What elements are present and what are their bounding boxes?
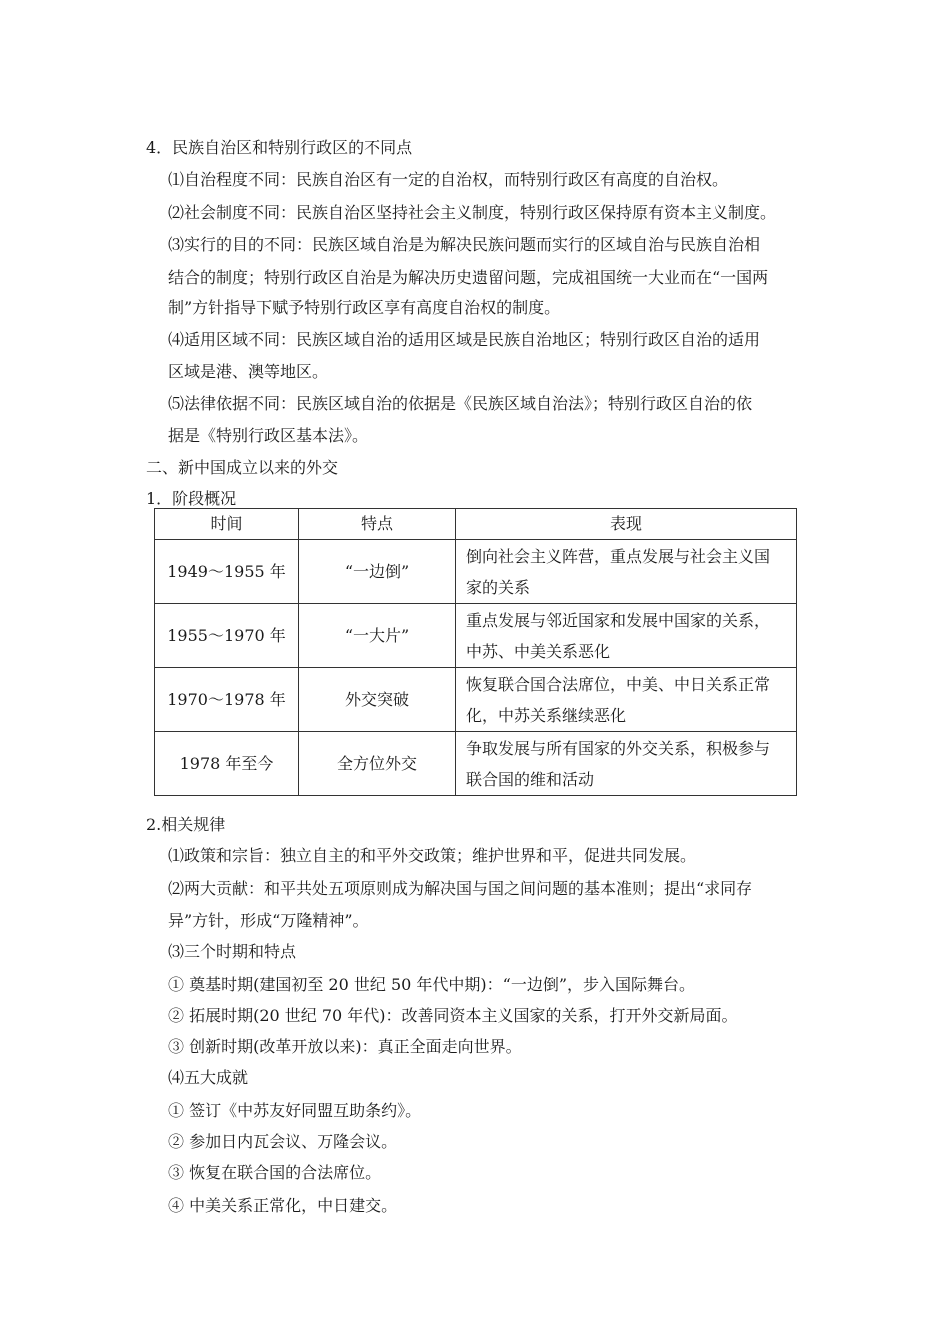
table-row	[155, 604, 797, 668]
table-row	[155, 540, 797, 604]
section-4-line-7: 区域是港、澳等地区。	[168, 362, 329, 381]
section-4-title: 4．民族自治区和特别行政区的不同点	[146, 138, 413, 157]
cell-desc-line: 恢复联合国合法席位，中美、中日关系正常	[466, 674, 771, 694]
section-4-line-9: 据是《特别行政区基本法》。	[168, 426, 369, 445]
cell-feature: 外交突破	[299, 668, 456, 732]
cell-desc-line: 争取发展与所有国家的外交关系，积极参与	[466, 738, 771, 758]
rules-line-3: 异”方针，形成“万隆精神”。	[168, 911, 369, 930]
cell-feature: “一边倒”	[299, 540, 456, 604]
table-row	[155, 732, 797, 796]
cell-time: 1978 年至今	[155, 732, 299, 796]
cell-desc-line: 倒向社会主义阵营，重点发展与社会主义国	[466, 546, 771, 566]
cell-desc-line: 家的关系	[466, 577, 531, 597]
section-4-line-3: ⑶实行的目的不同：民族区域自治是为解决民族问题而实行的区域自治与民族自治相	[168, 235, 761, 254]
rules-line-2: ⑵两大贡献：和平共处五项原则成为解决国与国之间问题的基本准则；提出“求同存	[168, 879, 753, 898]
rules-line-12: ④ 中美关系正常化，中日建交。	[168, 1196, 398, 1215]
table-header-row	[155, 509, 797, 540]
rules-line-9: ① 签订《中苏友好同盟互助条约》。	[168, 1101, 422, 1120]
section-4-line-6: ⑷适用区域不同：民族区域自治的适用区域是民族自治地区；特别行政区自治的适用	[168, 330, 761, 349]
part-2-heading: 二、新中国成立以来的外交	[146, 458, 339, 477]
cell-time: 1949～1955 年	[155, 540, 299, 604]
rules-line-4: ⑶三个时期和特点	[168, 942, 297, 961]
stage-overview-title: 1．阶段概况	[146, 489, 237, 508]
cell-desc	[456, 604, 797, 668]
section-4-line-1: ⑴自治程度不同：民族自治区有一定的自治权，而特别行政区有高度的自治权。	[168, 170, 729, 189]
related-rules-title: 2.相关规律	[146, 815, 226, 834]
cell-desc-line: 化，中苏关系继续恶化	[466, 705, 627, 725]
cell-time: 1970～1978 年	[155, 668, 299, 732]
rules-line-10: ② 参加日内瓦会议、万隆会议。	[168, 1132, 398, 1151]
section-4-line-4: 结合的制度；特别行政区自治是为解决历史遗留问题，完成祖国统一大业而在“一国两	[168, 268, 769, 287]
header-performance: 表现	[456, 509, 797, 540]
rules-line-6: ② 拓展时期(20 世纪 70 年代)：改善同资本主义国家的关系，打开外交新局面。	[168, 1006, 738, 1025]
section-4-line-8: ⑸法律依据不同：民族区域自治的依据是《民族区域自治法》；特别行政区自治的依	[168, 394, 753, 413]
cell-feature: 全方位外交	[299, 732, 456, 796]
table-row	[155, 668, 797, 732]
cell-desc	[456, 668, 797, 732]
rules-line-11: ③ 恢复在联合国的合法席位。	[168, 1163, 382, 1182]
header-feature: 特点	[299, 509, 456, 540]
rules-line-8: ⑷五大成就	[168, 1068, 249, 1087]
stage-overview-table	[154, 508, 797, 796]
cell-desc-line: 重点发展与邻近国家和发展中国家的关系，	[466, 610, 771, 630]
cell-feature: “一大片”	[299, 604, 456, 668]
cell-desc	[456, 540, 797, 604]
rules-line-7: ③ 创新时期(改革开放以来)：真正全面走向世界。	[168, 1037, 522, 1056]
cell-desc	[456, 732, 797, 796]
section-4-line-5: 制”方针指导下赋予特别行政区享有高度自治权的制度。	[168, 298, 561, 317]
cell-desc-line: 联合国的维和活动	[466, 769, 595, 789]
rules-line-5: ① 奠基时期(建国初至 20 世纪 50 年代中期)：“一边倒”，步入国际舞台。	[168, 975, 695, 994]
cell-time: 1955～1970 年	[155, 604, 299, 668]
cell-desc-line: 中苏、中美关系恶化	[466, 641, 611, 661]
header-time: 时间	[155, 509, 299, 540]
section-4-line-2: ⑵社会制度不同：民族自治区坚持社会主义制度，特别行政区保持原有资本主义制度。	[168, 203, 777, 222]
rules-line-1: ⑴政策和宗旨：独立自主的和平外交政策；维护世界和平，促进共同发展。	[168, 846, 697, 865]
